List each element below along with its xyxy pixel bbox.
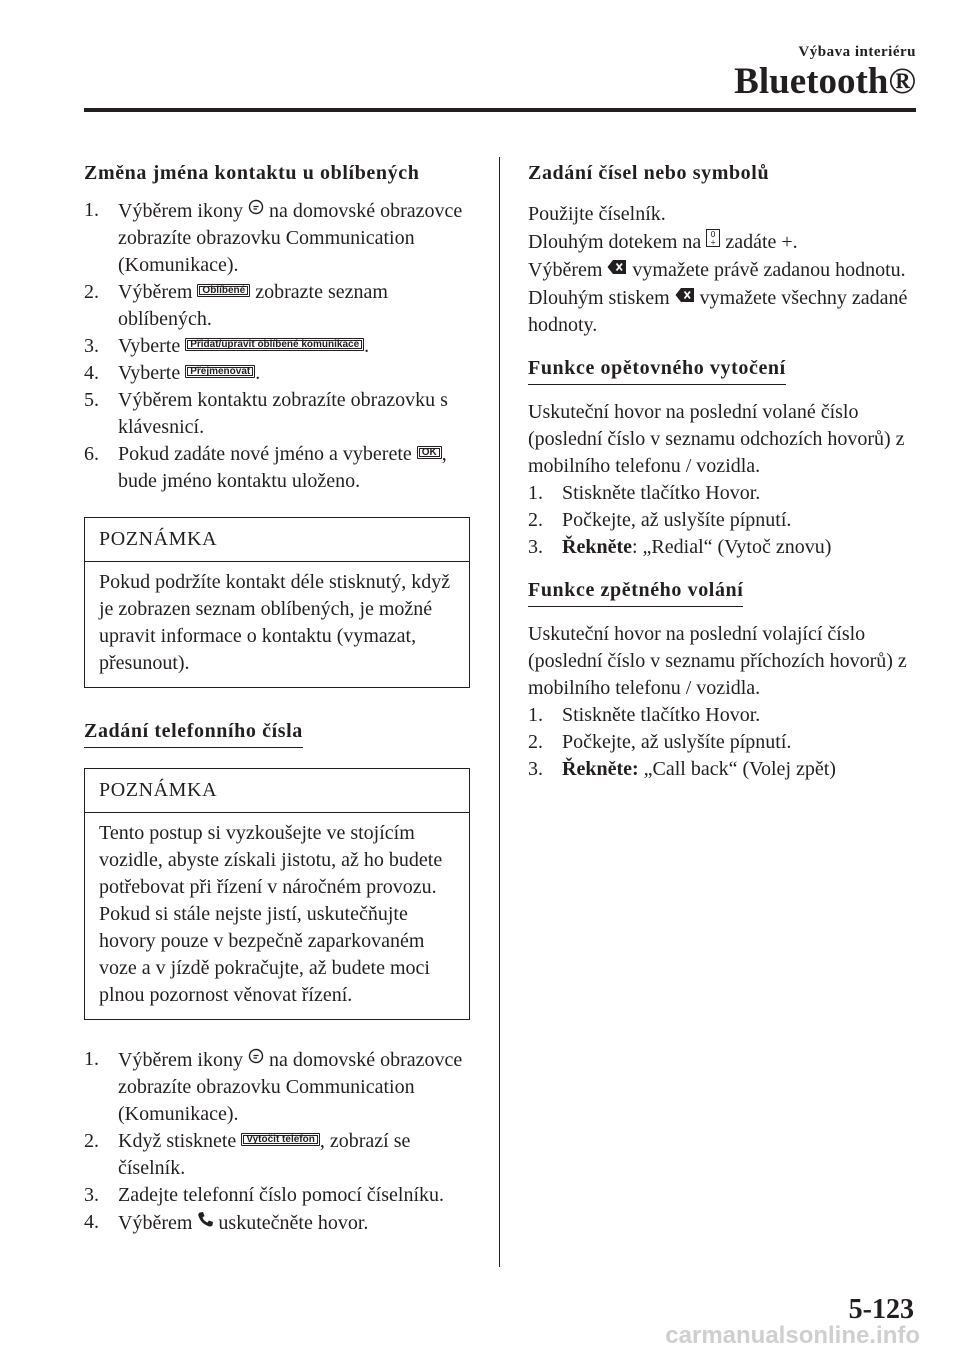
list-item: 2. Když stisknete Vytočit telefon , zobrazí se číselník. bbox=[84, 1130, 411, 1179]
list-item: 1. Stiskněte tlačítko Hovor. bbox=[528, 482, 761, 504]
column-divider bbox=[499, 157, 500, 1267]
list-item: 1. Výběrem ikony na domovské obrazovce zobrazíte obrazovku Communication (Komunikace). bbox=[84, 1048, 463, 1125]
header-rule bbox=[84, 108, 916, 112]
callback-steps-list bbox=[528, 702, 918, 783]
list-item: 3. Vyberte Přidat/upravit oblíbené komunikace . bbox=[84, 335, 370, 357]
phone-handset-icon bbox=[197, 1209, 213, 1236]
rename-button[interactable]: Přejmenovat bbox=[185, 365, 255, 378]
ok-button[interactable]: OK bbox=[417, 446, 442, 459]
list-item: 3. Zadejte telefonní číslo pomocí číselníku. bbox=[84, 1184, 445, 1206]
rename-steps-list bbox=[84, 197, 470, 495]
heading-enter-numbers-symbols: Zadání čísel nebo symbolů bbox=[528, 162, 770, 184]
note-box bbox=[84, 517, 470, 688]
list-item: 1. Stiskněte tlačítko Hovor. bbox=[528, 704, 761, 726]
list-item: 4. Vyberte Přejmenovat . bbox=[84, 362, 261, 384]
list-item: 2. Počkejte, až uslyšíte pípnutí. bbox=[528, 509, 792, 531]
backspace-icon bbox=[607, 256, 627, 283]
paragraph: Dlouhým dotekem na 0 + zadáte +. bbox=[528, 230, 798, 253]
paragraph: Výběrem vymažete právě zadanou hodnotu. bbox=[528, 256, 918, 284]
list-item: 5. Výběrem kontaktu zobrazíte obrazovku s klávesnicí. bbox=[84, 389, 448, 438]
paragraph: Uskuteční hovor na poslední volané číslo (poslední číslo v seznamu odchozích hovorů) z mobilního telefonu / vozidla. bbox=[528, 401, 905, 477]
list-item: 1. Výběrem ikony na domovské obrazovce zobrazíte obrazovku Communication (Komunikace). bbox=[84, 199, 463, 276]
zero-plus-key-icon bbox=[706, 228, 720, 255]
heading-callback: Funkce zpětného volání bbox=[528, 577, 743, 607]
list-item: 3. Řekněte: „Redial“ (Vytoč znovu) bbox=[528, 536, 832, 558]
left-column bbox=[84, 160, 470, 1237]
list-item: 3. Řekněte: „Call back“ (Volej zpět) bbox=[528, 758, 836, 780]
list-item: 4. Výběrem uskutečněte hovor. bbox=[84, 1211, 369, 1234]
heading-rename-favorite: Změna jména kontaktu u oblíbených bbox=[84, 162, 420, 184]
paragraph: Použijte číselník. bbox=[528, 203, 666, 225]
favorites-button[interactable]: Oblíbené bbox=[197, 284, 250, 297]
backspace-icon bbox=[675, 284, 695, 311]
communication-icon bbox=[248, 1046, 264, 1073]
section-subtitle: Výbava interiéru bbox=[798, 44, 916, 60]
add-edit-favorites-button[interactable]: Přidat/upravit oblíbené komunikace bbox=[185, 338, 364, 351]
list-item: 2. Počkejte, až uslyšíte pípnutí. bbox=[528, 731, 792, 753]
page-title: Bluetooth® bbox=[734, 61, 916, 102]
list-item: 2. Výběrem Oblíbené zobrazte seznam oblíbených. bbox=[84, 281, 388, 330]
dial-steps-list bbox=[84, 1046, 470, 1237]
svg-text:+: + bbox=[710, 238, 717, 247]
watermark: carmanualsonline.info bbox=[665, 1322, 920, 1349]
note-text: Pokud podržíte kontakt déle stisknutý, když je zobrazen seznam oblíbených, je možné upravit informace o kontaktu (vymazat, přesunout). bbox=[99, 571, 451, 674]
redial-steps-list bbox=[528, 480, 918, 561]
communication-icon bbox=[248, 197, 264, 224]
note-text: Tento postup si vyzkoušejte ve stojícím vozidle, abyste získali jistotu, až ho budete potřebovat při řízení v náročném provozu. Pokud si stále nejste jistí, uskutečňujte hovory pouze v bezpečně zaparkovaném voze a v jízdě pokračujte, až budete moci plnou pozornost věnovat řízení. bbox=[99, 822, 443, 1006]
paragraph: Dlouhým stiskem vymažete všechny zadané hodnoty. bbox=[528, 284, 918, 339]
heading-enter-phone-number: Zadání telefonního čísla bbox=[84, 718, 303, 748]
list-item: 6. Pokud zadáte nové jméno a vyberete OK , bude jméno kontaktu uloženo. bbox=[84, 443, 447, 492]
page-number: 5-123 bbox=[848, 1294, 914, 1325]
note-title: POZNÁMKA bbox=[85, 769, 469, 813]
note-title: POZNÁMKA bbox=[85, 518, 469, 562]
right-column bbox=[528, 160, 918, 783]
note-box bbox=[84, 768, 470, 1020]
svg-text:0: 0 bbox=[710, 230, 716, 239]
dial-phone-button[interactable]: Vytočit telefon bbox=[241, 1133, 320, 1146]
heading-redial: Funkce opětovného vytočení bbox=[528, 355, 786, 385]
paragraph: Uskuteční hovor na poslední volající číslo (poslední číslo v seznamu příchozích hovorů) z mobilního telefonu / vozidla. bbox=[528, 623, 907, 699]
